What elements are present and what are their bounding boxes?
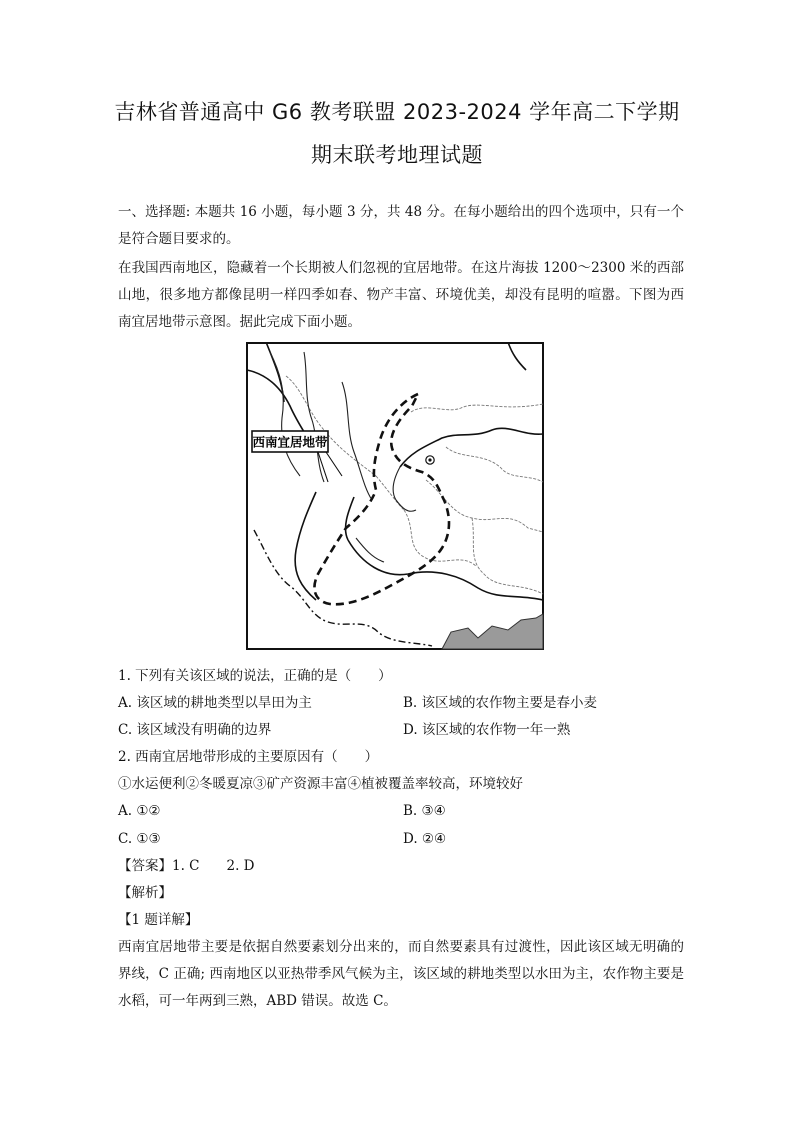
question-1-option-d[interactable]: D. 该区域的农作物一年一熟 — [403, 722, 571, 738]
question-2-option-c[interactable]: C. ①③ — [118, 831, 161, 847]
detail-label: 【1 题详解】 — [118, 912, 199, 928]
page-title-line1: 吉林省普通高中 G6 教考联盟 2023-2024 学年高二下学期 — [114, 100, 680, 124]
question-2-option-a[interactable]: A. ①② — [118, 803, 161, 819]
question-2-option-b[interactable]: B. ③④ — [403, 803, 446, 819]
reading-passage: 在我国西南地区，隐藏着一个长期被人们忽视的宜居地带。在这片海拔 1200～2300 米的西部山地，很多地方都像昆明一样四季如春、物产丰富、环境优美，却没有昆明的喧嚣。下图为西南宜居地带示意图。据此完成下面小题。 — [118, 260, 684, 330]
map-label: 西南宜居地带 — [252, 434, 328, 450]
analysis-label: 【解析】 — [118, 885, 172, 901]
question-2-option-d[interactable]: D. ②④ — [403, 831, 447, 847]
page-title-line2: 期末联考地理试题 — [311, 143, 483, 167]
section-instructions: 一、选择题: 本题共 16 小题，每小题 3 分，共 48 分。在每小题给出的四个选项中，只有一个是符合题目要求的。 — [118, 204, 684, 247]
city-marker — [426, 456, 434, 464]
question-2-statements: ①水运便利②冬暖夏凉③矿产资源丰富④植被覆盖率较高，环境较好 — [118, 776, 523, 792]
question-1-option-b[interactable]: B. 该区域的农作物主要是春小麦 — [403, 695, 598, 711]
detail-text: 西南宜居地带主要是依据自然要素划分出来的，而自然要素具有过渡性，因此该区域无明确的界线，C 正确; 西南地区以亚热带季风气候为主，该区域的耕地类型以水田为主，农作物主要是水稻，可一年两到三熟，ABD 错误。故选 C。 — [118, 939, 684, 1009]
question-1-stem: 1. 下列有关该区域的说法，正确的是（ ） — [118, 668, 392, 684]
answer-line: 【答案】1. C 2. D — [118, 858, 255, 874]
question-1-option-c[interactable]: C. 该区域没有明确的边界 — [118, 722, 272, 738]
question-1-option-a[interactable]: A. 该区域的耕地类型以旱田为主 — [118, 695, 312, 711]
southwest-livable-zone-map — [246, 342, 544, 650]
question-2-stem: 2. 西南宜居地带形成的主要原因有（ ） — [118, 749, 379, 765]
